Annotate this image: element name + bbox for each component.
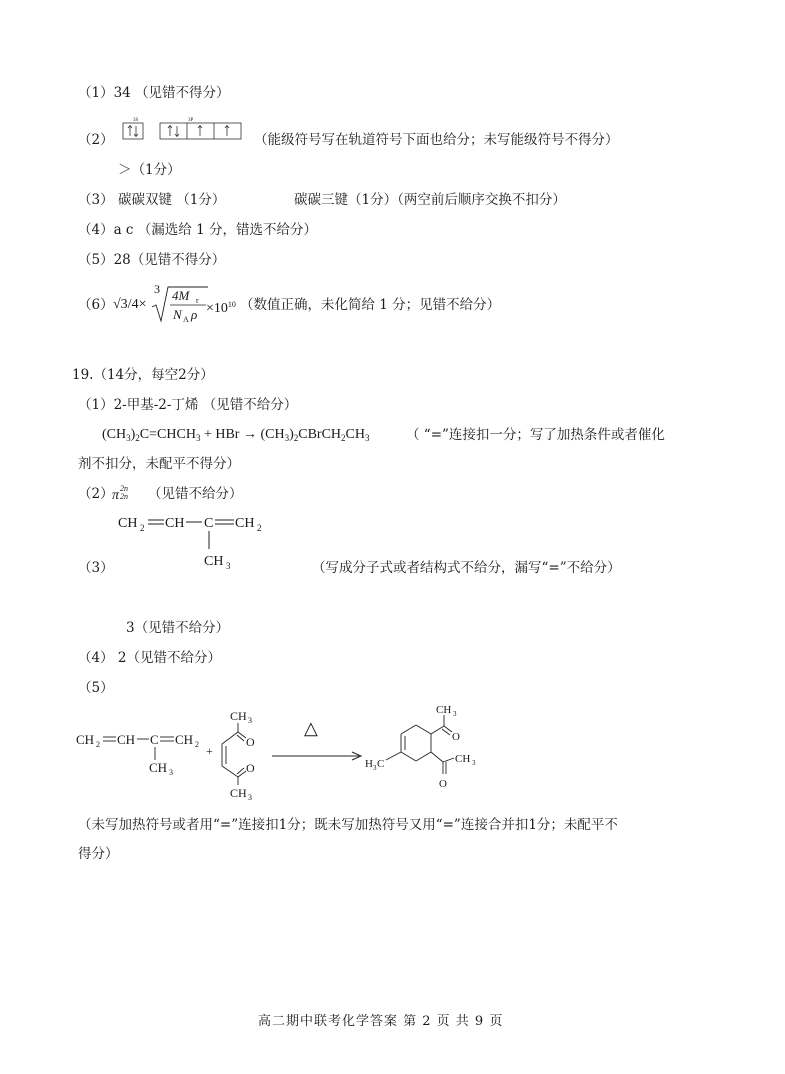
q18-part6-label: （6） (78, 297, 114, 313)
q19-part5-note-cont: 得分） (78, 846, 119, 862)
q19-header: 19.（14分，每空2分） (72, 367, 214, 383)
fraction-denominator-sub: A (183, 315, 189, 324)
fraction-denominator-n: N (173, 307, 182, 322)
q19-part3-label: （3） (78, 560, 114, 576)
svg-text:CH: CH (175, 732, 194, 747)
svg-text:O: O (246, 761, 255, 775)
q19-equation-note: （ “=”连接扣一分；写了加热条件或者催化 (406, 427, 665, 443)
q18-part2-label: （2） (78, 132, 114, 148)
q19-part5-label: （5） (78, 680, 114, 696)
q19-part3-answer: 3（见错不给分） (126, 620, 230, 636)
fraction-numerator-sub: r (196, 296, 199, 305)
svg-text:CH: CH (117, 732, 136, 747)
orbital-diagram (122, 117, 252, 147)
plus-sign: + (206, 744, 213, 758)
svg-text:O: O (452, 731, 460, 743)
q18-part6-coefficient: √3/4× (113, 297, 147, 312)
product-cyclohexene (365, 704, 476, 790)
fraction-denominator-rho: ρ (191, 307, 198, 322)
orbital-box-3p (160, 123, 241, 139)
svg-text:2: 2 (257, 523, 262, 533)
svg-text:3: 3 (226, 561, 231, 571)
isoprene-structure (118, 510, 278, 570)
q18-part2-compare: ＞（1分） (118, 162, 181, 178)
orbital-box-3s (123, 123, 143, 139)
svg-text:3: 3 (453, 710, 457, 718)
svg-text:C: C (204, 516, 214, 531)
q18-part3-answer-b: 碳碳三键（1分）（两空前后顺序交换不扣分） (294, 192, 566, 208)
svg-text:CH: CH (436, 704, 452, 716)
svg-text:C: C (150, 732, 159, 747)
diels-alder-reaction (76, 706, 496, 806)
svg-text:CH: CH (455, 753, 471, 765)
q19-equation-note-cont: 剂不扣分，未配平不得分） (78, 456, 240, 472)
svg-text:CH: CH (204, 554, 224, 569)
cube-root-expression (150, 283, 210, 327)
reactant-dione (222, 709, 255, 802)
q19-part3-note: （写成分子式或者结构式不给分，漏写“=”不给分） (312, 560, 621, 576)
q19-part2-label: （2） (78, 486, 114, 502)
q19-equation: $(CH_3)_2C=CHCH_3$ + HBr → $(CH_3)_2CBrCH_2CH_3$ (102, 427, 370, 443)
svg-text:CH: CH (149, 760, 168, 775)
orbital-3p-label: 3P (188, 118, 194, 123)
svg-text:H: H (365, 758, 373, 770)
orbital-3s-label: 3S (133, 118, 139, 123)
q18-part5: （5）28（见错不得分） (78, 252, 226, 268)
svg-text:3: 3 (472, 759, 476, 767)
svg-text:2: 2 (96, 740, 100, 749)
svg-text:O: O (246, 735, 255, 749)
q18-part1: （1）34 （见错不得分） (78, 85, 230, 101)
svg-text:2: 2 (195, 740, 199, 749)
svg-text:C: C (377, 758, 385, 770)
q18-part4: （4）a c （漏选给 1 分，错选不给分） (78, 222, 317, 238)
svg-text:CH: CH (165, 516, 185, 531)
reactant-isoprene (76, 732, 199, 777)
svg-text:3: 3 (248, 793, 252, 802)
q19-part2-note: （见错不给分） (148, 486, 243, 502)
svg-text:CH: CH (235, 516, 255, 531)
q18-part3-answer-a: 碳碳双键 （1分） (118, 192, 226, 208)
svg-text:CH: CH (230, 709, 247, 723)
q19-part4: （4） 2（见错不给分） (78, 650, 221, 666)
svg-text:CH: CH (76, 732, 95, 747)
q19-part1: （1）2-甲基-2-丁烯 （见错不给分） (78, 397, 298, 413)
svg-text:3: 3 (248, 716, 252, 725)
q19-part5-note: （未写加热符号或者用“=”连接扣1分；既未写加热符号又用“=”连接合并扣1分；未配平不 (78, 817, 618, 833)
q18-part2-note: （能级符号写在轨道符号下面也给分；未写能级符号不得分） (254, 132, 619, 148)
q18-part6-note: （数值正确，未化简给 1 分；见错不给分） (240, 297, 501, 313)
svg-text:3: 3 (373, 764, 377, 772)
svg-text:CH: CH (118, 516, 138, 531)
q18-part6-power: $\times 10^{10}$ (206, 300, 236, 316)
fraction-numerator: 4M (172, 288, 190, 303)
svg-text:O: O (439, 778, 447, 790)
q19-pi-bond: π 2n 2n (112, 484, 129, 503)
svg-text:CH: CH (230, 786, 247, 800)
q18-part3-label: （3） (78, 192, 114, 208)
root-index: 3 (154, 282, 160, 296)
page-footer: 高二期中联考化学答案 第 2 页 共 9 页 (258, 1014, 504, 1029)
heat-symbol: △ (304, 718, 318, 738)
svg-text:3: 3 (169, 768, 173, 777)
svg-text:2: 2 (140, 523, 145, 533)
